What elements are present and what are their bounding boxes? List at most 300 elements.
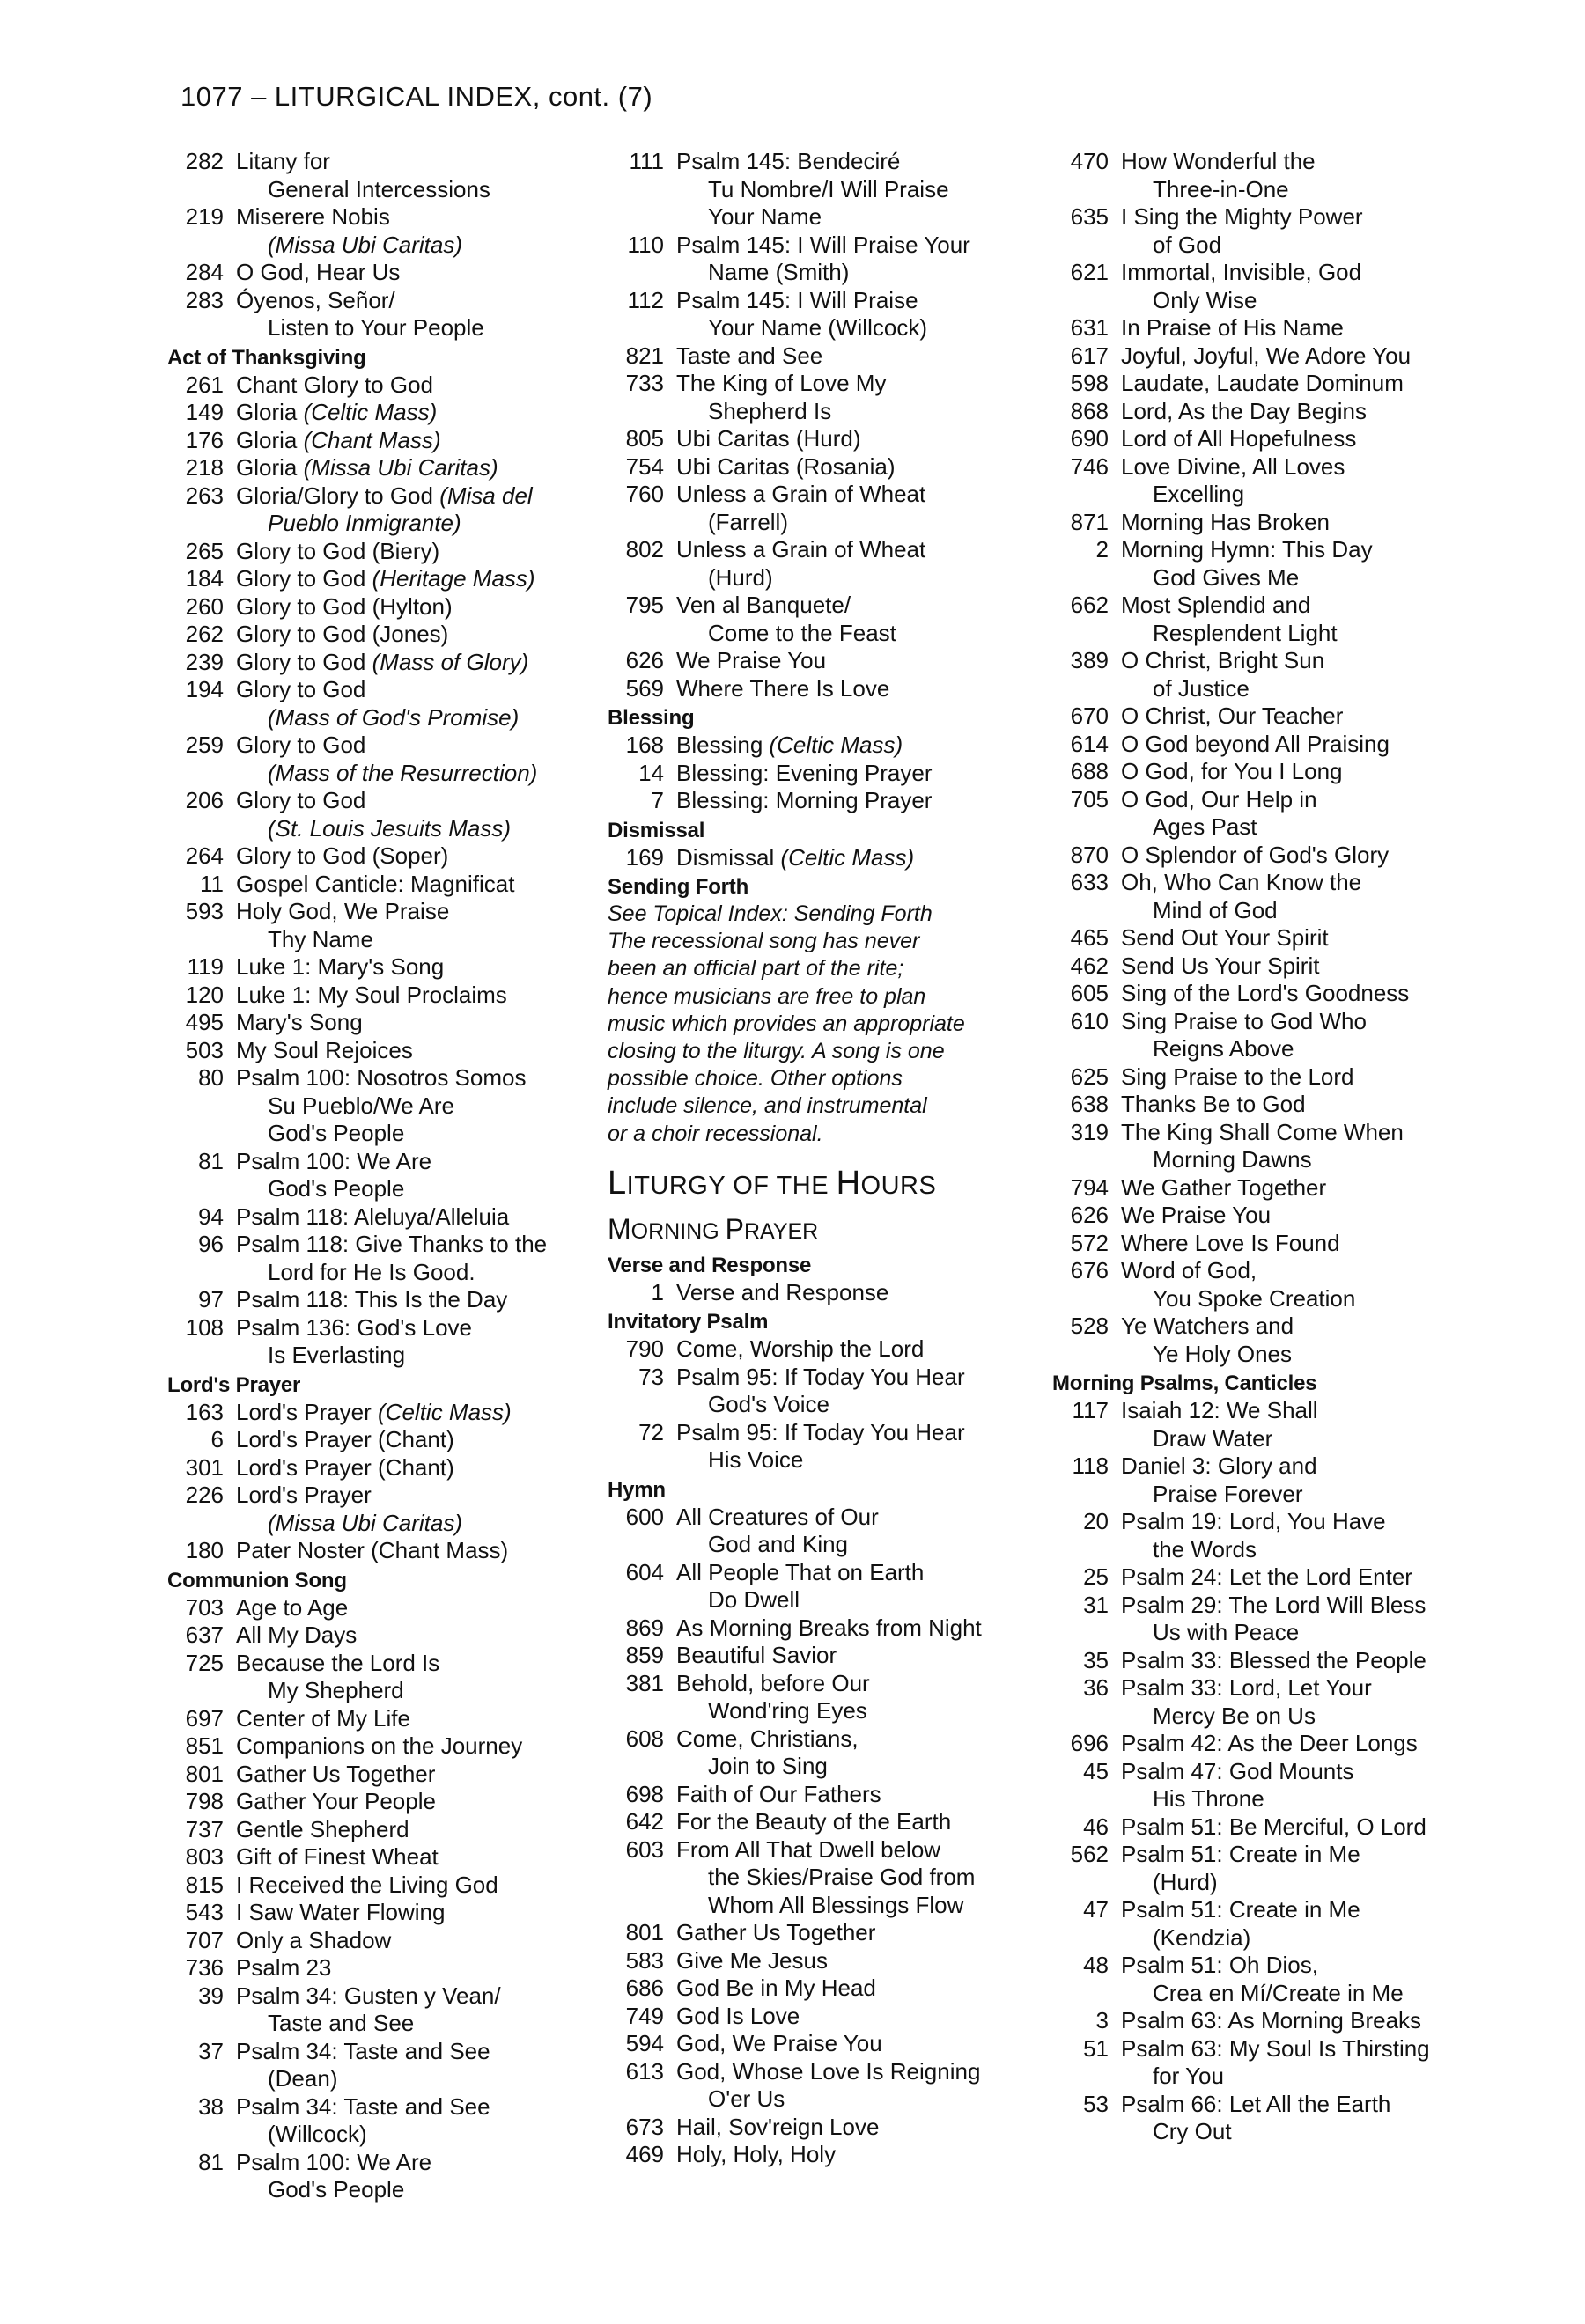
hymn-number: 572 bbox=[1070, 1229, 1109, 1256]
title-line: All People That on Earth bbox=[676, 1558, 925, 1585]
title-continuation: Only Wise bbox=[1153, 286, 1257, 313]
hymn-number: 53 bbox=[1083, 2090, 1109, 2117]
index-entry bbox=[167, 1148, 608, 1203]
hymn-number: 72 bbox=[638, 1418, 664, 1445]
title-line: My Soul Rejoices bbox=[236, 1036, 413, 1063]
hymn-title bbox=[1121, 509, 1515, 537]
index-entry bbox=[608, 1836, 1101, 1920]
title-continuation bbox=[236, 1510, 608, 1538]
hymn-number: 795 bbox=[625, 592, 664, 618]
index-entry bbox=[1052, 1202, 1515, 1230]
index-entry bbox=[1052, 1592, 1515, 1647]
hymn-number: 465 bbox=[1070, 924, 1109, 951]
hymn-title bbox=[676, 2058, 1101, 2114]
title-line: Send Us Your Spirit bbox=[1121, 952, 1320, 979]
title-line: Glory to God (Heritage Mass) bbox=[236, 565, 535, 592]
hymn-number: 737 bbox=[185, 1815, 224, 1842]
index-entry bbox=[608, 1559, 1101, 1614]
index-entry bbox=[1052, 1896, 1515, 1952]
index-entry bbox=[608, 1642, 1101, 1670]
hymn-number: 97 bbox=[198, 1286, 224, 1313]
hymn-number: 802 bbox=[625, 536, 664, 563]
title-line: Psalm 51: Create in Me bbox=[1121, 1841, 1360, 1867]
hymn-title bbox=[236, 203, 608, 259]
title-line: Luke 1: My Soul Proclaims bbox=[236, 981, 507, 1008]
index-entry bbox=[167, 1816, 608, 1844]
title-qualifier: (Heritage Mass) bbox=[372, 565, 535, 592]
index-entry bbox=[608, 1947, 1101, 1975]
hymn-title bbox=[676, 1279, 1101, 1307]
hymn-title bbox=[236, 1761, 608, 1789]
title-line: Laudate, Laudate Dominum bbox=[1121, 370, 1404, 396]
hymn-title bbox=[236, 649, 608, 677]
hymn-title bbox=[236, 1482, 608, 1537]
hymn-number: 736 bbox=[185, 1954, 224, 1981]
hymn-number: 626 bbox=[625, 647, 664, 673]
section-note: possible choice. Other options bbox=[608, 1066, 903, 1092]
index-entry bbox=[608, 1975, 1101, 2003]
hymn-title bbox=[1121, 259, 1515, 314]
index-entry bbox=[167, 2093, 608, 2149]
index-entry bbox=[167, 953, 608, 982]
index-entry bbox=[167, 1203, 608, 1232]
hymn-title bbox=[1121, 980, 1515, 1008]
index-entry bbox=[1052, 1063, 1515, 1092]
index-entry bbox=[1052, 786, 1515, 842]
hymn-number: 638 bbox=[1070, 1091, 1109, 1117]
hymn-title bbox=[676, 1670, 1101, 1725]
hymn-number: 261 bbox=[185, 371, 224, 398]
title-continuation: Ages Past bbox=[1153, 813, 1257, 840]
index-entry bbox=[1052, 1257, 1515, 1313]
index-entry bbox=[1052, 731, 1515, 759]
title-continuation: Three-in-One bbox=[1153, 175, 1289, 202]
title-continuation: Lord for He Is Good. bbox=[268, 1258, 476, 1285]
hymn-title bbox=[1121, 952, 1515, 981]
hymn-number: 562 bbox=[1070, 1841, 1109, 1867]
title-line: Gloria (Missa Ubi Caritas) bbox=[236, 454, 498, 481]
hymn-number: 528 bbox=[1070, 1313, 1109, 1339]
title-line: O God, Hear Us bbox=[236, 259, 401, 285]
title-continuation: Do Dwell bbox=[708, 1586, 800, 1614]
title-continuation: Us with Peace bbox=[1153, 1619, 1300, 1645]
title-qualifier: (Mass of the Resurrection) bbox=[268, 759, 538, 786]
title-line: Glory to God bbox=[236, 787, 366, 813]
hymn-number: 696 bbox=[1070, 1730, 1109, 1756]
index-entry bbox=[1052, 259, 1515, 314]
index-entry bbox=[167, 1982, 608, 2038]
title-qualifier: (Missa Ubi Caritas) bbox=[303, 454, 498, 481]
index-entry bbox=[608, 287, 1101, 342]
index-entry bbox=[1052, 1397, 1515, 1452]
index-entry bbox=[167, 565, 608, 593]
index-entry bbox=[167, 1286, 608, 1314]
title-line: Hail, Sov'reign Love bbox=[676, 2113, 880, 2140]
index-entry bbox=[608, 2141, 1101, 2169]
index-entry bbox=[1052, 342, 1515, 371]
index-entry bbox=[167, 371, 608, 400]
index-entry bbox=[1052, 370, 1515, 398]
index-entry bbox=[608, 1781, 1101, 1809]
hymn-number: 20 bbox=[1083, 1508, 1109, 1534]
hymn-title bbox=[1121, 453, 1515, 509]
title-line: Glory to God (Soper) bbox=[236, 842, 449, 869]
hymn-number: 469 bbox=[625, 2141, 664, 2168]
hymn-number: 688 bbox=[1070, 758, 1109, 784]
hymn-number: 226 bbox=[185, 1482, 224, 1508]
title-line: Óyenos, Señor/ bbox=[236, 286, 395, 313]
index-entry bbox=[167, 842, 608, 871]
title-line: Psalm 34: Gusten y Vean/ bbox=[236, 1982, 501, 2009]
hymn-number: 698 bbox=[625, 1780, 664, 1807]
title-continuation: (Farrell) bbox=[708, 508, 788, 535]
title-continuation: of God bbox=[1153, 231, 1222, 258]
title-line: I Received the Living God bbox=[236, 1871, 498, 1898]
title-continuation: Reigns Above bbox=[1153, 1035, 1294, 1062]
index-entry bbox=[608, 1919, 1101, 1947]
index-entry bbox=[1052, 924, 1515, 952]
index-entry bbox=[1052, 1091, 1515, 1119]
title-line: Psalm 51: Create in Me bbox=[1121, 1896, 1360, 1923]
index-entry bbox=[1052, 1230, 1515, 1258]
title-line: Gloria (Celtic Mass) bbox=[236, 399, 438, 425]
index-entry bbox=[167, 1009, 608, 1037]
title-line: Gift of Finest Wheat bbox=[236, 1843, 439, 1870]
hymn-title bbox=[236, 871, 608, 899]
hymn-number: 3 bbox=[1095, 2007, 1109, 2034]
index-entry bbox=[167, 427, 608, 455]
title-line: Love Divine, All Loves bbox=[1121, 452, 1345, 480]
hymn-number: 749 bbox=[625, 2002, 664, 2029]
hymn-title bbox=[236, 454, 608, 482]
title-line: How Wonderful the bbox=[1121, 148, 1316, 174]
index-entry bbox=[167, 1927, 608, 1955]
title-line: Psalm 51: Oh Dios, bbox=[1121, 1952, 1318, 1978]
title-continuation: Is Everlasting bbox=[268, 1342, 406, 1368]
hymn-title bbox=[676, 2003, 1101, 2031]
index-entry bbox=[608, 536, 1101, 592]
heading-text: L bbox=[608, 1164, 627, 1202]
hymn-number: 194 bbox=[185, 676, 224, 702]
hymn-number: 7 bbox=[651, 787, 664, 813]
title-line: Psalm 42: As the Deer Longs bbox=[1121, 1730, 1418, 1756]
hymn-title bbox=[1121, 1730, 1515, 1758]
hymn-number: 119 bbox=[187, 953, 224, 980]
title-continuation: Mercy Be on Us bbox=[1153, 1702, 1316, 1729]
title-continuation: Wond'ring Eyes bbox=[708, 1697, 867, 1725]
title-line: In Praise of His Name bbox=[1121, 314, 1344, 341]
title-line: Companions on the Journey bbox=[236, 1732, 523, 1759]
title-qualifier: (Celtic Mass) bbox=[769, 732, 903, 758]
title-line: Psalm 51: Be Merciful, O Lord bbox=[1121, 1813, 1426, 1840]
title-continuation: Praise Forever bbox=[1153, 1480, 1303, 1507]
hymn-number: 48 bbox=[1083, 1952, 1109, 1978]
title-line: The King Shall Come When bbox=[1121, 1118, 1404, 1145]
hymn-number: 603 bbox=[625, 1835, 664, 1863]
hymn-number: 690 bbox=[1070, 425, 1109, 452]
index-entry bbox=[608, 2030, 1101, 2058]
index-entry bbox=[167, 1482, 608, 1537]
hymn-number: 869 bbox=[625, 1614, 664, 1641]
section-note: hence musicians are free to plan bbox=[608, 983, 926, 1009]
hymn-title bbox=[236, 565, 608, 593]
hymn-number: 73 bbox=[638, 1363, 664, 1390]
hymn-title bbox=[676, 232, 1101, 287]
hymn-title bbox=[676, 287, 1101, 342]
title-line: Gather Your People bbox=[236, 1788, 436, 1814]
hymn-number: 259 bbox=[185, 732, 224, 758]
title-line: Miserere Nobis bbox=[236, 203, 390, 230]
major-heading bbox=[608, 1162, 1101, 1207]
index-entry bbox=[167, 787, 608, 842]
title-line: Because the Lord Is bbox=[236, 1649, 440, 1676]
title-line: Glory to God (Mass of Glory) bbox=[236, 648, 529, 675]
title-line: God, Whose Love Is Reigning bbox=[676, 2057, 981, 2085]
hymn-title bbox=[1121, 1563, 1515, 1592]
title-continuation: Name (Smith) bbox=[708, 259, 850, 285]
section-heading: Hymn bbox=[608, 1477, 666, 1502]
hymn-number: 218 bbox=[185, 454, 224, 481]
title-line: Psalm 118: This Is the Day bbox=[236, 1286, 508, 1313]
hymn-title bbox=[236, 1037, 608, 1065]
title-continuation: the Words bbox=[1153, 1535, 1257, 1563]
title-line: Psalm 145: I Will Praise Your bbox=[676, 231, 970, 258]
hymn-number: 593 bbox=[185, 898, 224, 924]
hymn-title bbox=[236, 1203, 608, 1232]
hymn-number: 35 bbox=[1083, 1646, 1109, 1673]
hymn-number: 81 bbox=[198, 1147, 224, 1174]
title-line: Daniel 3: Glory and bbox=[1121, 1452, 1317, 1479]
title-line: We Praise You bbox=[676, 647, 827, 673]
hymn-number: 176 bbox=[185, 426, 224, 453]
title-continuation: His Throne bbox=[1153, 1785, 1264, 1812]
index-entry bbox=[608, 1279, 1101, 1307]
index-entry bbox=[608, 453, 1101, 482]
hymn-number: 80 bbox=[198, 1064, 224, 1091]
title-line: Psalm 145: Bendeciré bbox=[676, 148, 901, 174]
index-entry bbox=[167, 649, 608, 677]
title-qualifier: (Missa Ubi Caritas) bbox=[268, 1509, 463, 1536]
hymn-title bbox=[1121, 758, 1515, 786]
hymn-title bbox=[1121, 1452, 1515, 1508]
hymn-title bbox=[236, 1899, 608, 1927]
hymn-number: 707 bbox=[185, 1926, 224, 1953]
title-continuation: You Spoke Creation bbox=[1153, 1284, 1356, 1312]
hymn-title bbox=[236, 1982, 608, 2038]
hymn-title bbox=[676, 787, 1101, 815]
hymn-number: 859 bbox=[625, 1642, 664, 1669]
hymn-number: 319 bbox=[1070, 1118, 1109, 1145]
title-line: Where Love Is Found bbox=[1121, 1229, 1340, 1256]
hymn-title bbox=[236, 621, 608, 649]
heading-text: M bbox=[608, 1212, 631, 1245]
hymn-number: 868 bbox=[1070, 397, 1109, 424]
hymn-title bbox=[236, 593, 608, 621]
hymn-title bbox=[236, 2093, 608, 2149]
title-line: Blessing (Celtic Mass) bbox=[676, 732, 903, 758]
title-line: Mary's Song bbox=[236, 1009, 363, 1035]
hymn-number: 871 bbox=[1070, 508, 1109, 535]
hymn-number: 149 bbox=[185, 399, 224, 425]
hymn-title bbox=[676, 1559, 1101, 1614]
title-line: Send Out Your Spirit bbox=[1121, 924, 1329, 951]
index-entry bbox=[167, 1843, 608, 1872]
index-entry bbox=[608, 787, 1101, 815]
index-entry bbox=[167, 676, 608, 732]
hymn-title bbox=[236, 399, 608, 427]
hymn-number: 637 bbox=[185, 1622, 224, 1648]
hymn-title bbox=[1121, 1091, 1515, 1119]
title-continuation: (Dean) bbox=[268, 2065, 338, 2092]
hymn-title bbox=[676, 1335, 1101, 1364]
hymn-number: 47 bbox=[1083, 1896, 1109, 1923]
hymn-number: 163 bbox=[185, 1398, 224, 1425]
hymn-number: 262 bbox=[185, 621, 224, 647]
index-entry bbox=[167, 1872, 608, 1900]
hymn-title bbox=[236, 1732, 608, 1761]
title-line: O Christ, Bright Sun bbox=[1121, 647, 1325, 673]
hymn-title bbox=[676, 1808, 1101, 1836]
index-entry bbox=[1052, 869, 1515, 924]
title-qualifier: (St. Louis Jesuits Mass) bbox=[268, 814, 511, 842]
title-continuation: Listen to Your People bbox=[268, 314, 484, 341]
hymn-number: 670 bbox=[1070, 702, 1109, 729]
index-entry bbox=[608, 370, 1101, 425]
index-entry bbox=[167, 454, 608, 482]
index-column-2 bbox=[608, 148, 1101, 2169]
hymn-title bbox=[676, 536, 1101, 592]
title-continuation: the Skies/Praise God from bbox=[708, 1864, 976, 1891]
index-entry bbox=[1052, 1174, 1515, 1202]
hymn-title bbox=[236, 1537, 608, 1565]
title-line: Chant Glory to God bbox=[236, 371, 433, 398]
section-note: closing to the liturgy. A song is one bbox=[608, 1039, 945, 1064]
title-line: Gloria (Chant Mass) bbox=[236, 426, 441, 453]
title-line: Psalm 24: Let the Lord Enter bbox=[1121, 1563, 1412, 1590]
title-line: Come, Christians, bbox=[676, 1725, 859, 1752]
heading-text: ITURGY OF THE bbox=[626, 1171, 837, 1200]
index-entry bbox=[1052, 592, 1515, 647]
hymn-title bbox=[236, 787, 608, 842]
hymn-number: 608 bbox=[625, 1725, 664, 1752]
index-entry bbox=[167, 1761, 608, 1789]
hymn-number: 594 bbox=[625, 2030, 664, 2057]
index-entry bbox=[167, 1705, 608, 1733]
hymn-number: 265 bbox=[185, 537, 224, 564]
index-entry bbox=[1052, 148, 1515, 203]
title-line: God Be in My Head bbox=[676, 1975, 876, 2002]
hymn-title bbox=[676, 1781, 1101, 1809]
index-entry bbox=[608, 232, 1101, 287]
title-continuation bbox=[236, 510, 608, 538]
title-line: Thanks Be to God bbox=[1121, 1091, 1306, 1117]
index-entry bbox=[1052, 647, 1515, 702]
title-line: Gather Us Together bbox=[676, 1919, 876, 1946]
title-qualifier: Pueblo Inmigrante) bbox=[268, 510, 461, 536]
hymn-title bbox=[676, 2114, 1101, 2142]
index-entry bbox=[1052, 203, 1515, 259]
index-entry bbox=[167, 1954, 608, 1982]
title-qualifier: (Misa del bbox=[439, 482, 533, 509]
hymn-number: 239 bbox=[185, 648, 224, 675]
title-line: Psalm 34: Taste and See bbox=[236, 2092, 490, 2120]
title-line: Psalm 34: Taste and See bbox=[236, 2037, 490, 2064]
hymn-number: 703 bbox=[185, 1593, 224, 1621]
hymn-number: 801 bbox=[625, 1919, 664, 1946]
index-entry bbox=[608, 342, 1101, 371]
title-line: Come, Worship the Lord bbox=[676, 1335, 925, 1363]
hymn-number: 108 bbox=[185, 1313, 224, 1341]
hymn-number: 168 bbox=[625, 732, 664, 758]
title-line: Ven al Banquete/ bbox=[676, 592, 851, 618]
title-line: Holy God, We Praise bbox=[236, 898, 450, 924]
index-entry bbox=[167, 203, 608, 259]
title-line: Psalm 63: My Soul Is Thirsting bbox=[1121, 2034, 1430, 2062]
hymn-title bbox=[236, 1594, 608, 1622]
title-line: Gloria/Glory to God (Misa del bbox=[236, 482, 533, 509]
title-qualifier: (Celtic Mass) bbox=[303, 399, 438, 425]
hymn-number: 45 bbox=[1083, 1757, 1109, 1784]
hymn-title bbox=[236, 2038, 608, 2093]
hymn-title bbox=[1121, 1063, 1515, 1092]
title-line: Only a Shadow bbox=[236, 1926, 392, 1953]
hymn-title bbox=[236, 1231, 608, 1286]
hymn-number: 614 bbox=[1070, 730, 1109, 757]
hymn-title bbox=[676, 2141, 1101, 2169]
heading-text: OURS bbox=[860, 1171, 937, 1200]
title-continuation: God and King bbox=[708, 1531, 849, 1558]
index-entry bbox=[167, 482, 608, 538]
index-entry bbox=[167, 1788, 608, 1816]
index-column-1 bbox=[167, 148, 608, 2204]
title-line: Psalm 95: If Today You Hear bbox=[676, 1418, 965, 1445]
title-line: Gospel Canticle: Magnificat bbox=[236, 870, 515, 897]
hymn-title bbox=[1121, 2035, 1515, 2091]
title-line: Where There Is Love bbox=[676, 674, 890, 702]
hymn-title bbox=[676, 453, 1101, 482]
section-heading: Communion Song bbox=[167, 1568, 347, 1592]
hymn-title bbox=[1121, 370, 1515, 398]
index-entry bbox=[1052, 453, 1515, 509]
title-line: I Sing the Mighty Power bbox=[1121, 203, 1363, 230]
hymn-title bbox=[1121, 1119, 1515, 1174]
title-line: Unless a Grain of Wheat bbox=[676, 481, 926, 507]
title-line: The King of Love My bbox=[676, 370, 887, 396]
index-entry bbox=[1052, 1813, 1515, 1842]
hymn-title bbox=[1121, 1758, 1515, 1813]
title-line: All Creatures of Our bbox=[676, 1503, 879, 1530]
hymn-number: 36 bbox=[1083, 1674, 1109, 1701]
hymn-number: 219 bbox=[185, 203, 224, 230]
title-continuation: Cry Out bbox=[1153, 2118, 1232, 2144]
section-heading: Invitatory Psalm bbox=[608, 1310, 769, 1335]
hymn-number: 284 bbox=[185, 259, 224, 285]
title-line: Psalm 100: Nosotros Somos bbox=[236, 1064, 527, 1091]
section-note: See Topical Index: Sending Forth bbox=[608, 901, 933, 926]
title-line: Blessing: Evening Prayer bbox=[676, 759, 933, 786]
index-column-3 bbox=[1052, 148, 1515, 2146]
hymn-title bbox=[1121, 398, 1515, 426]
title-line: Beautiful Savior bbox=[676, 1642, 837, 1669]
index-entry bbox=[167, 1037, 608, 1065]
hymn-title bbox=[1121, 592, 1515, 647]
index-entry bbox=[167, 1399, 608, 1427]
title-continuation: God's Voice bbox=[708, 1391, 829, 1418]
hymn-title bbox=[676, 1642, 1101, 1670]
index-entry bbox=[1052, 1008, 1515, 1063]
title-continuation: Your Name bbox=[708, 203, 822, 230]
title-line: Psalm 100: We Are bbox=[236, 1147, 432, 1174]
